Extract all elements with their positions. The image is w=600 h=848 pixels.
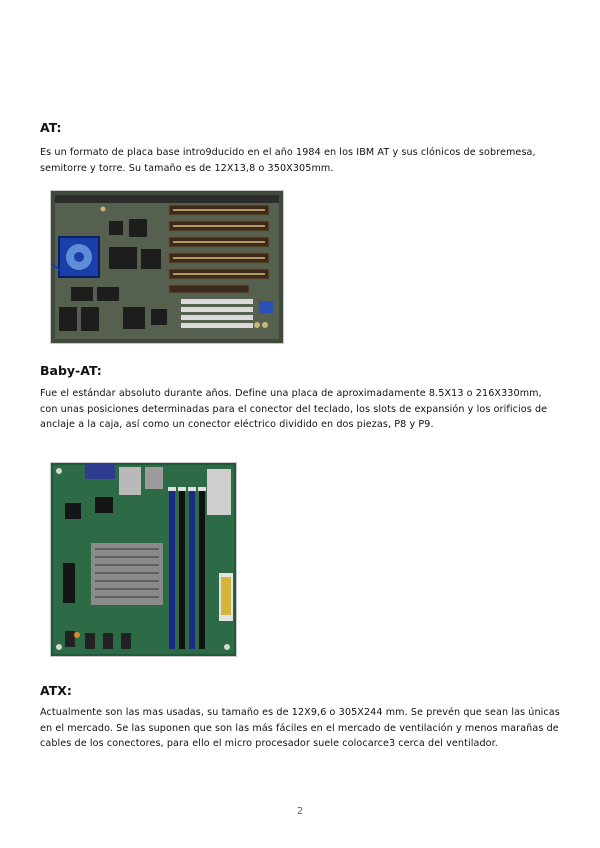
section-heading-atx: ATX: (40, 683, 72, 698)
section-heading-baby-at: Baby-AT: (40, 363, 102, 378)
section-body-atx: Actualmente son las mas usadas, su tamaño es de 12X9,6 o 305X244 mm. Se prevén que sean las únicas en el mercado. Se las suponen que son las más fáciles en el mercado de ventilación y menos marañas de cables de los conectores, para ello el micro procesador suele colocarce3 cerca del ventilador. (40, 707, 560, 749)
page-number: 2 (296, 806, 304, 817)
section-body-at: Es un formato de placa base intro9ducido en el año 1984 en los IBM AT y sus clónicos de sobremesa, semitorre y torre. Su tamaño es de 12X13,8 o 350X305mm. (40, 147, 536, 174)
at-motherboard-photo (50, 190, 284, 344)
baby-at-motherboard-photo (50, 462, 237, 657)
section-body-baby-at: Fue el estándar absoluto durante años. Define una placa de aproximadamente 8.5X13 o 216X330mm, con unas posiciones determinadas para el conector del teclado, los slots de expansión y los orificios de anclaje a la caja, así como un conector eléctrico dividido en dos piezas, P8 y P9. (40, 388, 548, 430)
section-heading-at: AT: (40, 120, 62, 135)
